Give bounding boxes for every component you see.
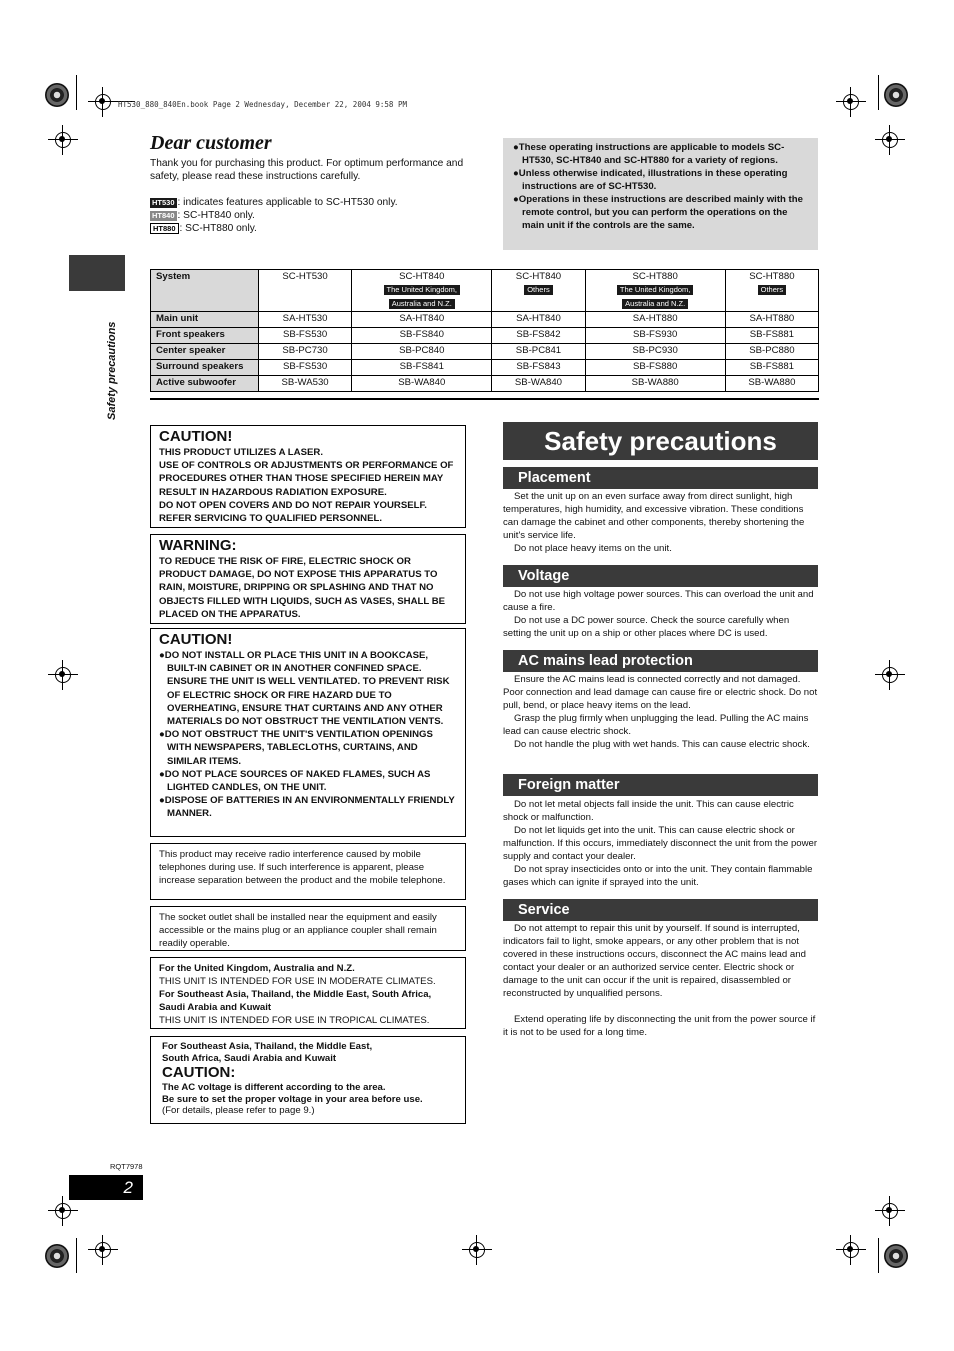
table-header-label: System: [151, 270, 259, 312]
registration-mark-bl: [45, 1244, 69, 1268]
safety-title: Safety precautions: [503, 422, 818, 460]
table-header-cell: SC-HT840 The United Kingdom, Australia and N.Z.: [352, 270, 492, 312]
instructions-note-box: [503, 138, 818, 250]
page-number: 2: [69, 1175, 143, 1200]
caution-title: CAUTION!: [159, 428, 233, 445]
crosshair-mark: [462, 1235, 492, 1265]
registration-mark-tr: [884, 83, 908, 107]
model-tag: HT880: [150, 223, 179, 234]
table-header-cell: SC-HT880 Others: [725, 270, 818, 312]
table-header-row: [151, 270, 819, 312]
ventilation-caution-box: CAUTION! ●DO NOT INSTALL OR PLACE THIS UNIT IN A BOOKCASE, BUILT-IN CABINET OR IN ANOTHER CONFINED SPACE. ENSURE THE UNIT IS WELL VENTILATED. TO PREVENT RISK OF ELECTRIC SHOCK OR FIRE HAZARD DUE TO OVERHEATING, ENSURE THAT CURTAINS AND ANY OTHER MATERIALS DO NOT OBSTRUCT THE VENTILATION VENTS. ●DO NOT OBSTRUCT THE UNIT'S VENTILATION OPENINGS WITH NEWSPAPERS, TABLECLOTHS, CURTAINS, AND SIMILAR ITEMS. ●DO NOT PLACE SOURCES OF NAKED FLAMES, SUCH AS LIGHTED CANDLES, ON THE UNIT. ●DISPOSE OF BATTERIES IN AN ENVIRONMENTALLY FRIENDLY MANNER.: [150, 628, 466, 837]
region-tag: Australia and N.Z.: [622, 299, 688, 309]
model-note: HT840 : SC-HT840 only.: [152, 210, 255, 221]
socket-note: The socket outlet shall be installed near the equipment and easily accessible or the mains plug or an appliance coupler shall remain readily operable.: [150, 906, 466, 951]
section-heading-voltage: Voltage: [503, 565, 818, 587]
divider: [150, 398, 819, 400]
table-header-cell: SC-HT880 The United Kingdom, Australia and N.Z.: [585, 270, 725, 312]
crosshair-mark: [836, 1235, 866, 1265]
registration-mark-br: [884, 1244, 908, 1268]
region-tag: Others: [524, 285, 553, 295]
caution-title: CAUTION:: [162, 1064, 236, 1081]
system-table: [150, 269, 819, 392]
file-info: HT530_880_840En.book Page 2 Wednesday, December 22, 2004 9:58 PM: [118, 100, 407, 109]
crosshair-mark: [875, 660, 905, 690]
registration-mark-tl: [45, 83, 69, 107]
table-row: Center speaker SB-PC730 SB-PC840 SB-PC841 SB-PC930 SB-PC880: [151, 344, 819, 360]
intro-text: Thank you for purchasing this product. For optimum performance and safety, please read these instructions carefully.: [150, 158, 464, 183]
crosshair-mark: [875, 125, 905, 155]
section-body-foreign-matter: Do not let metal objects fall inside the unit. This can cause electric shock or malfunction. Do not let liquids get into the unit. This can cause electric shock or malfunction. If this occurs, immediately disconnect the unit from the power supply and contact your dealer. Do not spray insecticides onto or into the unit. They contain flammable gases which can ignite if sprayed into the unit.: [503, 799, 818, 888]
section-heading-foreign-matter: Foreign matter: [503, 774, 818, 796]
note-item: ●Unless otherwise indicated, illustrations in these operating instructions are of SC-HT530.: [513, 168, 788, 192]
region-tag: Australia and N.Z.: [389, 299, 455, 309]
voltage-caution-box: For Southeast Asia, Thailand, the Middle East, South Africa, Saudi Arabia and Kuwait CAUTION: The AC voltage is different according to the area. Be sure to set the proper voltage in your area before use. (For details, please refer to page 9.): [150, 1036, 466, 1124]
section-body-voltage: Do not use high voltage power sources. This can overload the unit and cause a fire. Do not use a DC power source. Check the source carefully when setting the unit up on a ship or other places where DC is used.: [503, 589, 814, 639]
climate-note: For the United Kingdom, Australia and N.Z. THIS UNIT IS INTENDED FOR USE IN MODERATE CLIMATES. For Southeast Asia, Thailand, the Middle East, South Africa, Saudi Arabia and Kuwait THIS UNIT IS INTENDED FOR USE IN TROPICAL CLIMATES.: [150, 957, 466, 1029]
crosshair-mark: [88, 87, 118, 117]
table-row: Front speakers SB-FS530 SB-FS840 SB-FS842 SB-FS930 SB-FS881: [151, 328, 819, 344]
crosshair-mark: [875, 1196, 905, 1226]
region-tag: The United Kingdom,: [384, 285, 460, 295]
dear-customer-title: Dear customer: [150, 132, 272, 154]
crosshair-mark: [48, 1196, 78, 1226]
note-item: ●Operations in these instructions are described mainly with the remote control, but you can perform the operations on the main unit if the controls are the same.: [513, 194, 803, 231]
model-tag: HT840: [152, 211, 175, 220]
crosshair-mark: [48, 660, 78, 690]
table-row: Main unit SA-HT530 SA-HT840 SA-HT840 SA-HT880 SA-HT880: [151, 312, 819, 328]
note-item: ●These operating instructions are applicable to models SC-HT530, SC-HT840 and SC-HT880 for a variety of regions.: [513, 142, 785, 166]
table-header-cell: SC-HT840 Others: [492, 270, 585, 312]
section-body-ac-mains: Ensure the AC mains lead is connected correctly and not damaged. Poor connection and lead damage can cause fire or electric shock. Do not pull, bend, or place heavy items on the lead. Grasp the plug firmly when unplugging the lead. Pulling the AC mains lead can cause electric shock. Do not handle the plug with wet hands. This can cause electric shock.: [503, 674, 818, 750]
interference-note: This product may receive radio interference caused by mobile telephones during use. If such interference is apparent, please increase separation between the product and the mobile telephone.: [150, 843, 466, 900]
table-row: Surround speakers SB-FS530 SB-FS841 SB-FS843 SB-FS880 SB-FS881: [151, 360, 819, 376]
crop-line: [878, 75, 879, 110]
crop-line: [76, 1238, 77, 1273]
section-heading-placement: Placement: [503, 467, 818, 489]
region-tag: Others: [758, 285, 787, 295]
warning-title: WARNING:: [159, 537, 237, 554]
crosshair-mark: [88, 1235, 118, 1265]
section-tab: [69, 255, 125, 291]
section-body-service: Do not attempt to repair this unit by yourself. If sound is interrupted, indicators fail to light, smoke appears, or any other problem that is not covered in these instructions occurs, disconnect the AC mains lead and contact your dealer or an authorized service center. Electric shock or damage to the unit can occur if the unit is repaired, disassembled or reconstructed by unqualified persons. Extend operating life by disconnecting the unit from the power source if it is not to be used for a long time.: [503, 923, 816, 1038]
document-code: RQT7978: [110, 1162, 143, 1171]
laser-caution-box: CAUTION! THIS PRODUCT UTILIZES A LASER. USE OF CONTROLS OR ADJUSTMENTS OR PERFORMANCE OF PROCEDURES OTHER THAN THOSE SPECIFIED HEREIN MAY RESULT IN HAZARDOUS RADIATION EXPOSURE. DO NOT OPEN COVERS AND DO NOT REPAIR YOURSELF. REFER SERVICING TO QUALIFIED PERSONNEL.: [150, 425, 466, 528]
warning-box: WARNING: TO REDUCE THE RISK OF FIRE, ELECTRIC SHOCK OR PRODUCT DAMAGE, DO NOT EXPOSE THIS APPARATUS TO RAIN, MOISTURE, DRIPPING OR SPLASHING AND THAT NO OBJECTS FILLED WITH LIQUIDS, SUCH AS VASES, SHALL BE PLACED ON THE APPARATUS.: [150, 534, 466, 624]
crosshair-mark: [836, 87, 866, 117]
crosshair-mark: [48, 125, 78, 155]
table-row: Active subwoofer SB-WA530 SB-WA840 SB-WA840 SB-WA880 SB-WA880: [151, 376, 819, 392]
caution-title: CAUTION!: [159, 631, 233, 648]
model-note: HT880 : SC-HT880 only.: [150, 222, 257, 235]
crop-line: [878, 1238, 879, 1273]
sidebar-label: Safety precautions: [106, 321, 118, 420]
section-body-placement: Set the unit up on an even surface away from direct sunlight, high temperatures, high humidity, and excessive vibration. These conditions can damage the cabinet and other components, thereby shortening the unit's service life. Do not place heavy items on the unit.: [503, 491, 805, 554]
table-header-cell: SC-HT530: [259, 270, 352, 312]
section-heading-ac-mains: AC mains lead protection: [503, 650, 818, 672]
section-heading-service: Service: [503, 899, 818, 921]
model-note: HT530 : indicates features applicable to SC-HT530 only.: [152, 197, 398, 208]
model-tag: HT530: [152, 198, 175, 207]
crop-line: [76, 75, 77, 110]
region-tag: The United Kingdom,: [617, 285, 693, 295]
